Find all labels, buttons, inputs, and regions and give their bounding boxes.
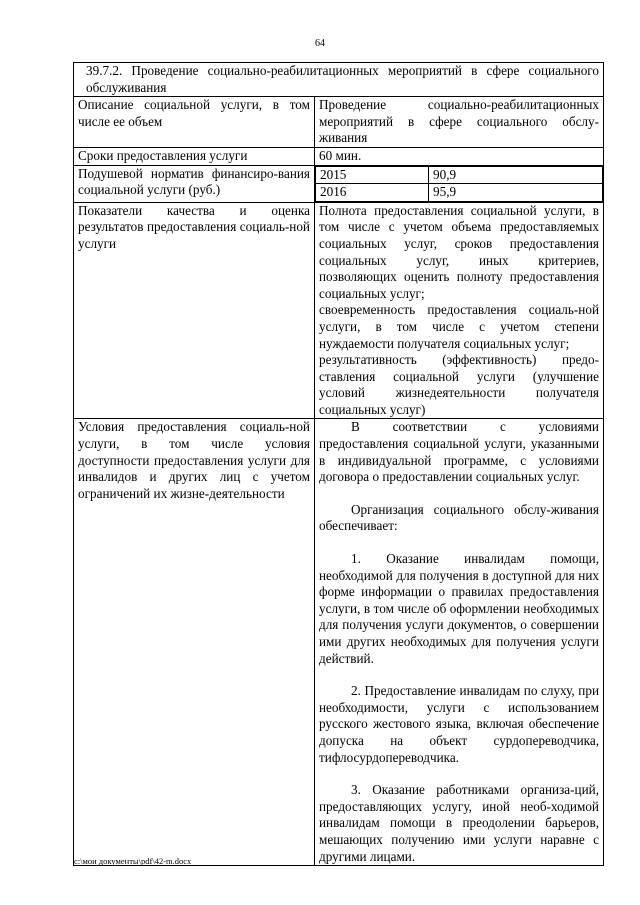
terms-value: 60 мин. (315, 147, 604, 165)
conditions-paragraph: Организация социального обслу-живания обеспечивает: (319, 501, 599, 534)
page-number: 64 (315, 38, 325, 49)
funding-year: 2016 (316, 184, 429, 202)
funding-values (315, 165, 604, 202)
table-row (74, 419, 604, 866)
quality-label: Показатели качества и оценка результатов предоставления социаль-ной услуги (74, 202, 315, 419)
quality-value (315, 202, 604, 419)
conditions-value (315, 419, 604, 866)
conditions-paragraph: 1. Оказание инвалидам помощи, необходимой для получения в доступной для них форме информации о правилах предоставления услуги, в том числе об оформлении необходимых для получения услуги документов, о совершении ими других необходимых для получения услуги действий. (319, 551, 599, 666)
funding-row (316, 184, 603, 202)
conditions-label: Условия предоставления социаль-ной услуги, в том числе условия доступности предоставления услуги для инвалидов и других лиц с учетом ограничений их жизне-деятельности (74, 419, 315, 866)
description-value: Проведение социально-реабилитационных мероприятий в сфере социального обслу-живания (315, 97, 604, 148)
conditions-paragraph: В соответствии с условиями предоставления социальной услуги, указанными в индивидуальной программе, с условиями договора о предоставлении социальных услуг. (319, 419, 599, 485)
description-label: Описание социальной услуги, в том числе ее объем (74, 97, 315, 148)
funding-year: 2015 (316, 166, 429, 184)
section-title: 39.7.2. Проведение социально-реабилитационных мероприятий в сфере социального обслуживания (74, 63, 604, 97)
funding-label: Подушевой норматив финансиро-вания социальной услуги (руб.) (74, 165, 315, 202)
quality-paragraph: своевременность предоставления социаль-ной услуги, в том числе с учетом степени нуждаемости получателя социальных услуг; (319, 302, 599, 351)
table-row (74, 97, 604, 148)
quality-paragraph: результативность (эффективность) предо-ставления социальной услуги (улучшение условий жизнедеятельности получателя социальных услуг) (319, 352, 599, 417)
terms-label: Сроки предоставления услуги (74, 147, 315, 165)
funding-amount: 95,9 (429, 184, 603, 202)
funding-row (316, 166, 603, 184)
funding-subtable (315, 166, 603, 202)
service-table (73, 62, 604, 866)
footer-file-path: c:\мои документы\pdf\42-m.docx (74, 856, 192, 866)
table-row (74, 165, 604, 202)
table-row (74, 202, 604, 419)
conditions-paragraph: 3. Оказание работниками организа-ций, предоставляющих услугу, иной необ-ходимой инвалидам помощи в преодолении барьеров, мешающих получению ими услуги наравне с другими лицами. (319, 782, 599, 864)
conditions-paragraph: 2. Предоставление инвалидам по слуху, при необходимости, услуги с использованием русского жестового языка, включая обеспечение допуска на объект сурдопереводчика, тифлосурдопереводчика. (319, 683, 599, 765)
quality-paragraph: Полнота предоставления социальной услуги, в том числе с учетом объема предоставляемых социальных услуг, сроков предоставления социальных услуг, иных критериев, позволяющих оценить полноту предоставления социальных услуг; (319, 202, 599, 301)
funding-amount: 90,9 (429, 166, 603, 184)
section-title-row (74, 63, 604, 97)
table-row (74, 147, 604, 165)
